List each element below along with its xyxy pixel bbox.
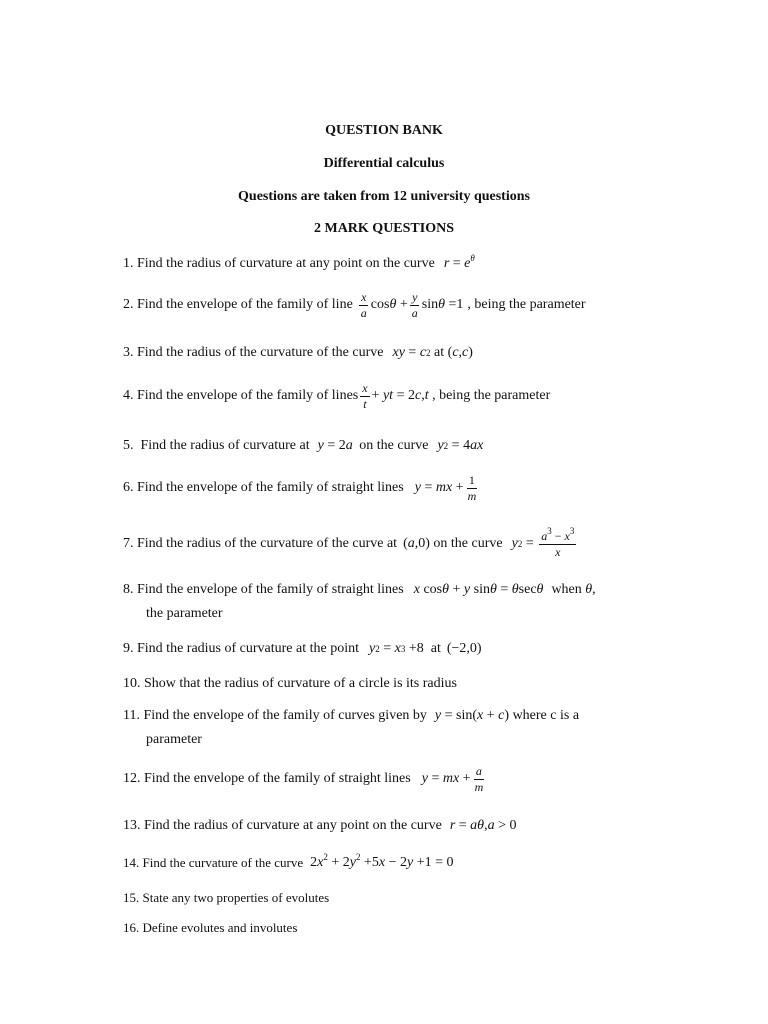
question-5: 5. Find the radius of curvature at y = 2 a on the curve y 2 = 4 ax [123,438,484,453]
source-note: Questions are taken from 12 university questions [238,189,530,204]
question-10: 10. Show that the radius of curvature of a circle is its radius [123,676,457,691]
question-16: 16. Define evolutes and involutes [123,920,298,935]
question-13: 13. Find the radius of curvature at any point on the curve r = aθ , a > 0 [123,818,517,833]
fraction: $\frac{a}{m}$ [474,764,484,794]
question-11-continuation: parameter [146,732,202,747]
formula: r [443,256,450,271]
question-2: 2. Find the envelope of the family of line $\frac{x}{a}$ cos θ + $\frac{y}{a}$ sin θ =1 , being the parameter [123,290,586,320]
question-6: 6. Find the envelope of the family of straight lines y = mx + $\frac{1}{m}$ [123,473,477,503]
question-4: 4. Find the envelope of the family of lines $\frac{x}{t}$ + yt = 2 c , t , being the parameter [123,381,551,411]
document-title: QUESTION BANK [325,123,443,138]
fraction: $\frac{1}{m}$ [467,473,477,503]
question-1: 1. Find the radius of curvature at any point on the curve r = $e^\theta$ [123,253,475,271]
question-14: 14. Find the curvature of the curve $2x^2 + 2y^2 +5x - 2y +1 = 0$ [123,852,454,870]
section-heading: 2 MARK QUESTIONS [313,221,455,236]
fraction: $\frac{a^3 - x^3}{x}$ [541,526,575,559]
fraction: $\frac{y}{a}$ [411,290,418,320]
fraction: $\frac{x}{a}$ [360,290,367,320]
question-8: 8. Find the envelope of the family of straight lines x cos θ + y sin θ = θ sec θ when θ , [123,582,596,597]
question-15: 15. State any two properties of evolutes [123,890,330,905]
question-12: 12. Find the envelope of the family of straight lines y = mx + $\frac{a}{m}$ [123,764,484,794]
question-9: 9. Find the radius of curvature at the point y 2 = x 3 +8 at (−2,0) [123,641,482,656]
document-subject: Differential calculus [323,156,445,171]
fraction: $\frac{x}{t}$ [362,381,368,411]
question-11: 11. Find the envelope of the family of curves given by y = sin( x + c ) where c is a [123,708,580,723]
question-8-continuation: the parameter [146,606,223,621]
question-3: 3. Find the radius of the curvature of the curve xy = c 2 at ( c , c ) [123,345,473,360]
question-7: 7. Find the radius of the curvature of the curve at ( a ,0) on the curve y 2 = $\frac{a^3 - x^3}{x}$ [123,526,575,559]
